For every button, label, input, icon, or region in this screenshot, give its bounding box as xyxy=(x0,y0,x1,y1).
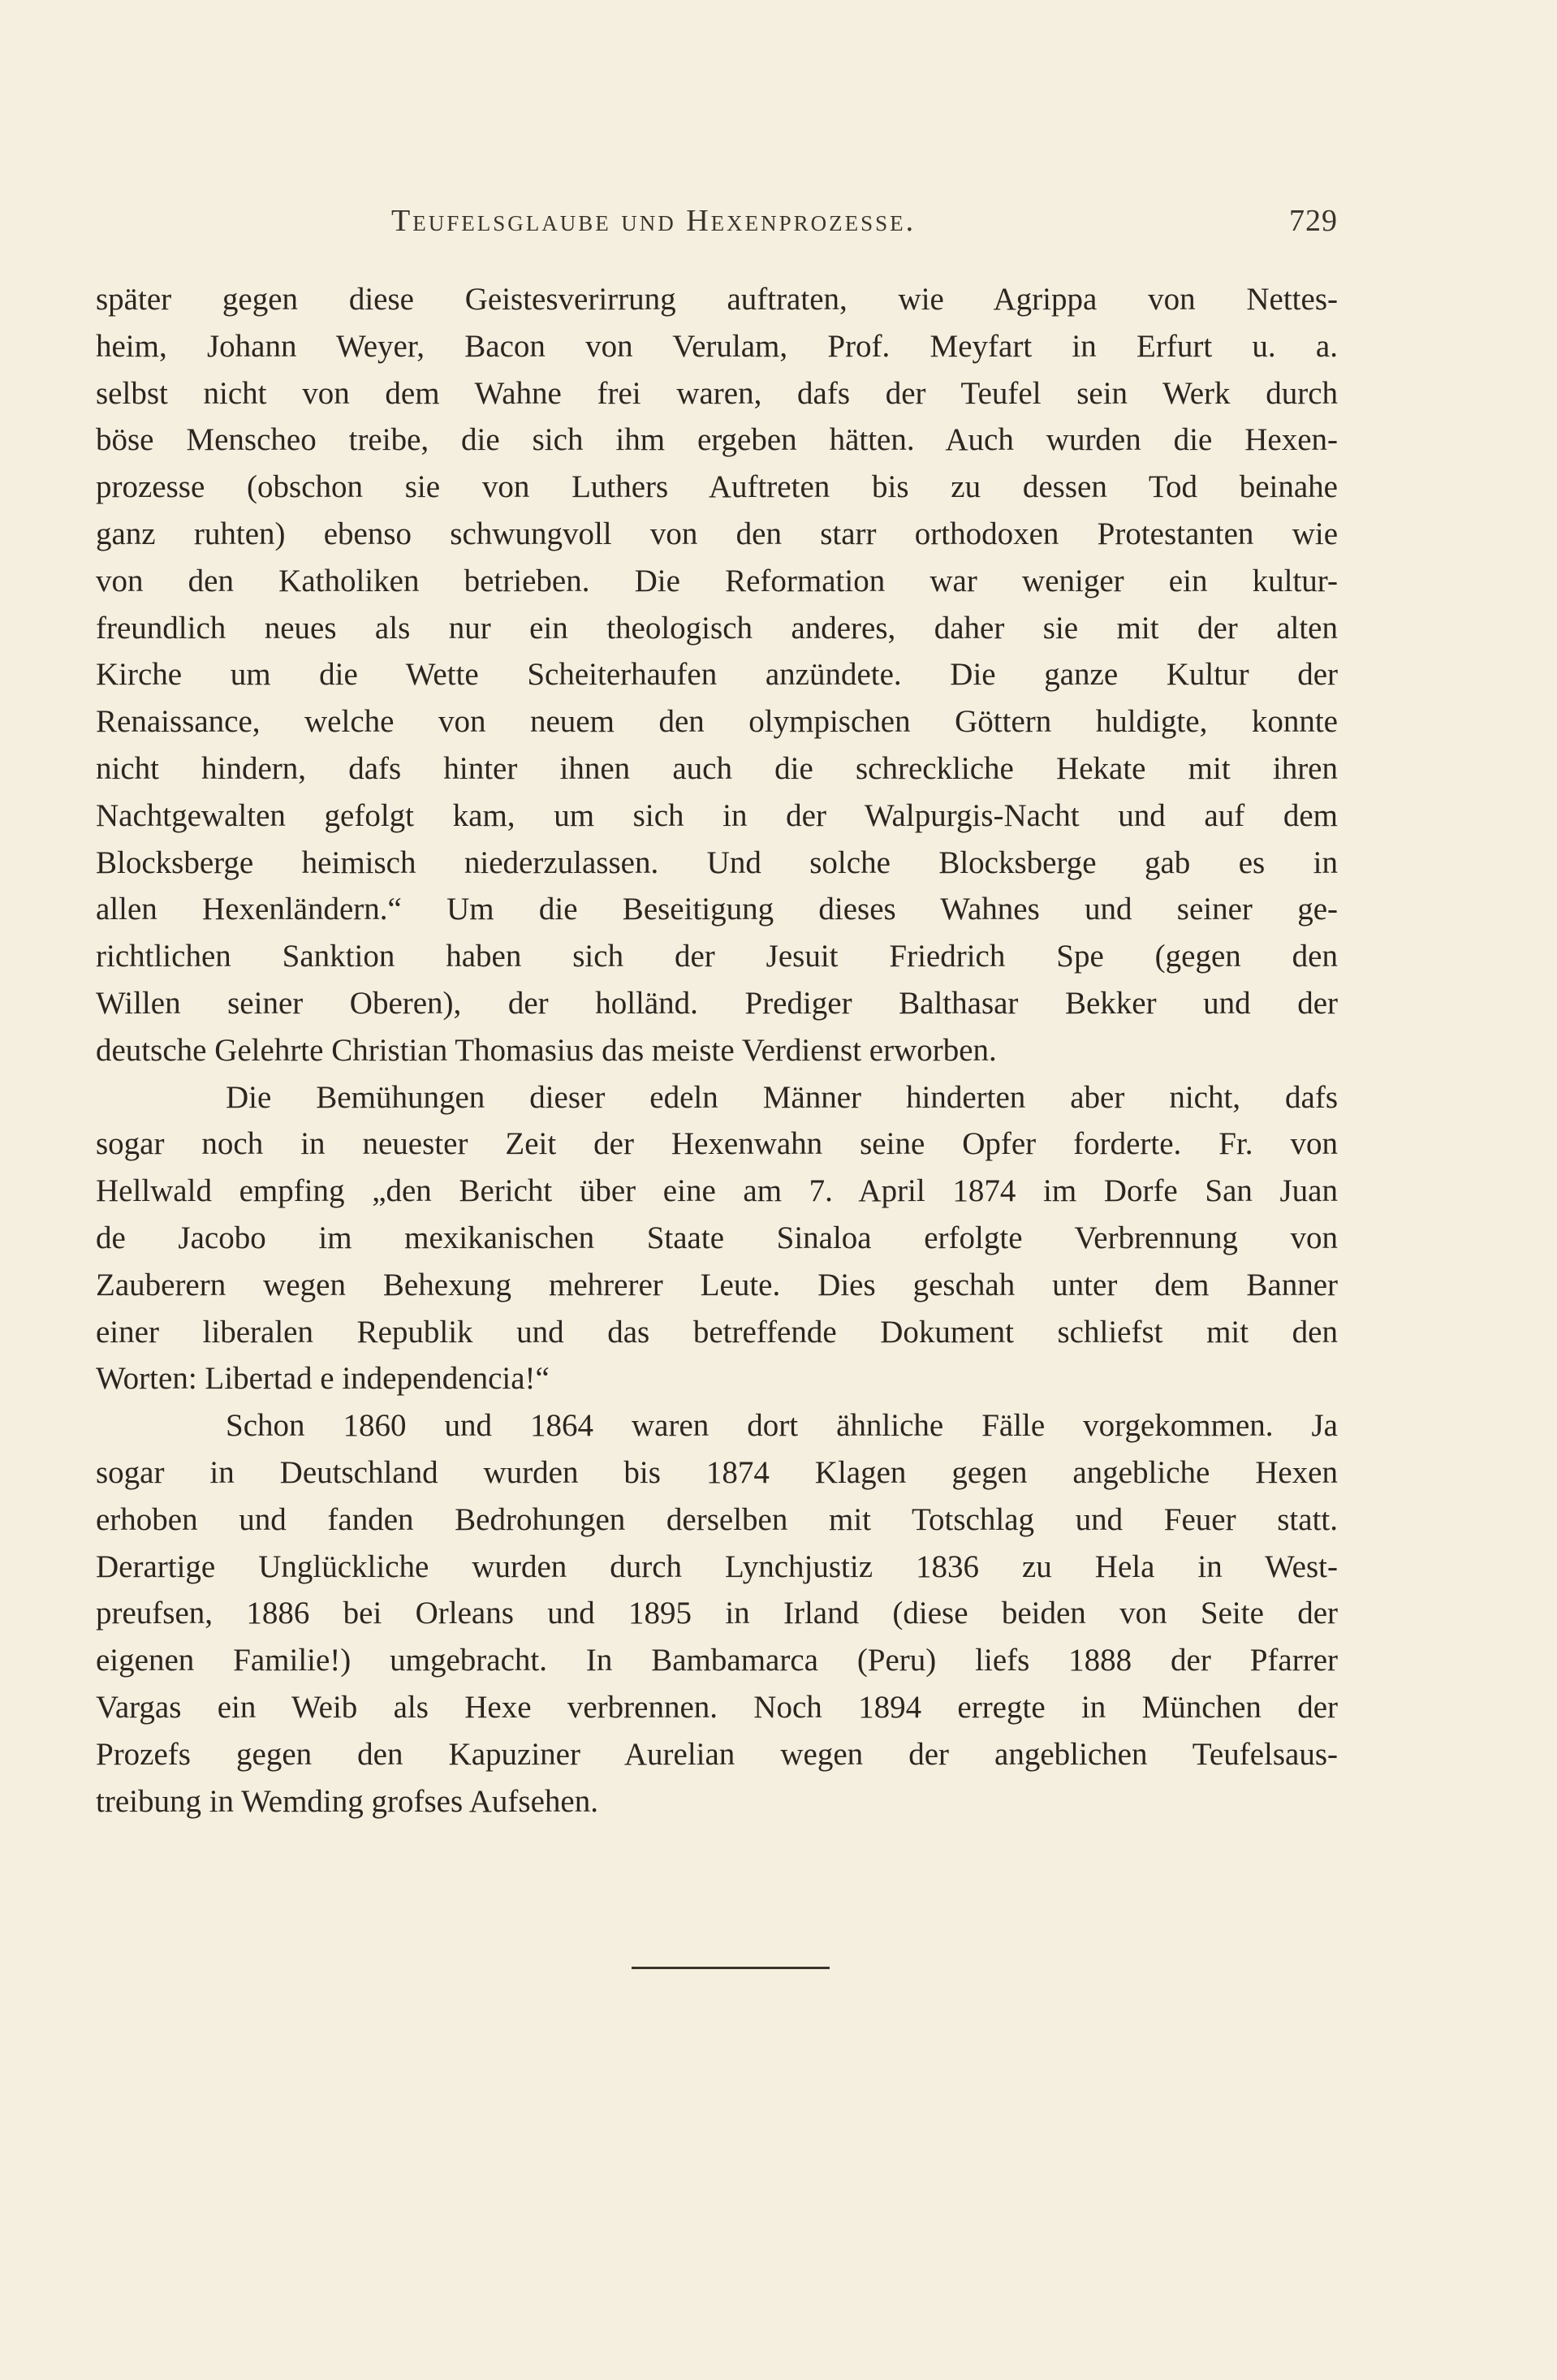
page-number: 729 xyxy=(1289,204,1338,238)
running-title: Teufelsglaube und Hexenprozesse. xyxy=(391,204,917,238)
text-line: Nachtgewalten gefolgt kam, um sich in der Walpurgis-Nacht und auf dem xyxy=(96,797,1338,833)
text-line: ganz ruhten) ebenso schwungvoll von den starr orthodoxen Protestanten wie xyxy=(96,516,1338,551)
text-line: Renaissance, welche von neuem den olympischen Göttern huldigte, konnte xyxy=(96,704,1338,740)
text-line: Worten: Libertad e independencia!“ xyxy=(96,1361,550,1397)
text-line: treibung in Wemding grofses Aufsehen. xyxy=(96,1783,598,1819)
text-line: Prozefs gegen den Kapuziner Aurelian wegen der angeblichen Teufelsaus- xyxy=(96,1736,1338,1772)
text-line: Derartige Unglückliche wurden durch Lynchjustiz 1836 zu Hela in West- xyxy=(96,1549,1338,1584)
section-end-rule xyxy=(632,1967,830,1969)
body-text xyxy=(96,276,1338,1825)
text-line: sogar in Deutschland wurden bis 1874 Klagen gegen angebliche Hexen xyxy=(96,1454,1338,1490)
text-line: später gegen diese Geistesverirrung auftraten, wie Agrippa von Nettes- xyxy=(96,282,1338,317)
text-line: freundlich neues als nur ein theologisch anderes, daher sie mit der alten xyxy=(96,610,1338,646)
running-head xyxy=(96,203,1338,245)
text-line: allen Hexenländern.“ Um die Beseitigung dieses Wahnes und seiner ge- xyxy=(96,892,1338,927)
text-line: Vargas ein Weib als Hexe verbrennen. Noch 1894 erregte in München der xyxy=(96,1689,1338,1725)
text-line: Die Bemühungen dieser edeln Männer hinderten aber nicht, dafs xyxy=(226,1079,1338,1115)
text-line: Willen seiner Oberen), der holländ. Prediger Balthasar Bekker und der xyxy=(96,985,1338,1021)
text-line: einer liberalen Republik und das betreffende Dokument schliefst mit den xyxy=(96,1314,1338,1350)
text-line: deutsche Gelehrte Christian Thomasius das meiste Verdienst erworben. xyxy=(96,1032,997,1068)
text-line: eigenen Familie!) umgebracht. In Bambamarca (Peru) liefs 1888 der Pfarrer xyxy=(96,1643,1338,1678)
text-line: heim, Johann Weyer, Bacon von Verulam, Prof. Meyfart in Erfurt u. a. xyxy=(96,328,1338,364)
text-line: richtlichen Sanktion haben sich der Jesuit Friedrich Spe (gegen den xyxy=(96,939,1338,974)
text-line: prozesse (obschon sie von Luthers Auftreten bis zu dessen Tod beinahe xyxy=(96,469,1338,505)
text-line: selbst nicht von dem Wahne frei waren, dafs der Teufel sein Werk durch xyxy=(96,375,1338,411)
text-line: Zauberern wegen Behexung mehrerer Leute. Dies geschah unter dem Banner xyxy=(96,1267,1338,1302)
text-line: Blocksberge heimisch niederzulassen. Und solche Blocksberge gab es in xyxy=(96,844,1338,880)
text-line: Schon 1860 und 1864 waren dort ähnliche Fälle vorgekommen. Ja xyxy=(226,1408,1338,1444)
text-line: preufsen, 1886 bei Orleans und 1895 in Irland (diese beiden von Seite der xyxy=(96,1596,1338,1631)
text-line: erhoben und fanden Bedrohungen derselben mit Totschlag und Feuer statt. xyxy=(96,1501,1338,1537)
text-line: Kirche um die Wette Scheiterhaufen anzündete. Die ganze Kultur der xyxy=(96,657,1338,693)
text-line: de Jacobo im mexikanischen Staate Sinaloa erfolgte Verbrennung von xyxy=(96,1220,1338,1255)
text-line: nicht hindern, dafs hinter ihnen auch die schreckliche Hekate mit ihren xyxy=(96,750,1338,786)
text-line: böse Menscheo treibe, die sich ihm ergeben hätten. Auch wurden die Hexen- xyxy=(96,422,1338,458)
text-line: sogar noch in neuester Zeit der Hexenwahn seine Opfer forderte. Fr. von xyxy=(96,1126,1338,1162)
text-line: Hellwald empfing „den Bericht über eine am 7. April 1874 im Dorfe San Juan xyxy=(96,1173,1338,1209)
text-line: von den Katholiken betrieben. Die Reformation war weniger ein kultur- xyxy=(96,563,1338,598)
